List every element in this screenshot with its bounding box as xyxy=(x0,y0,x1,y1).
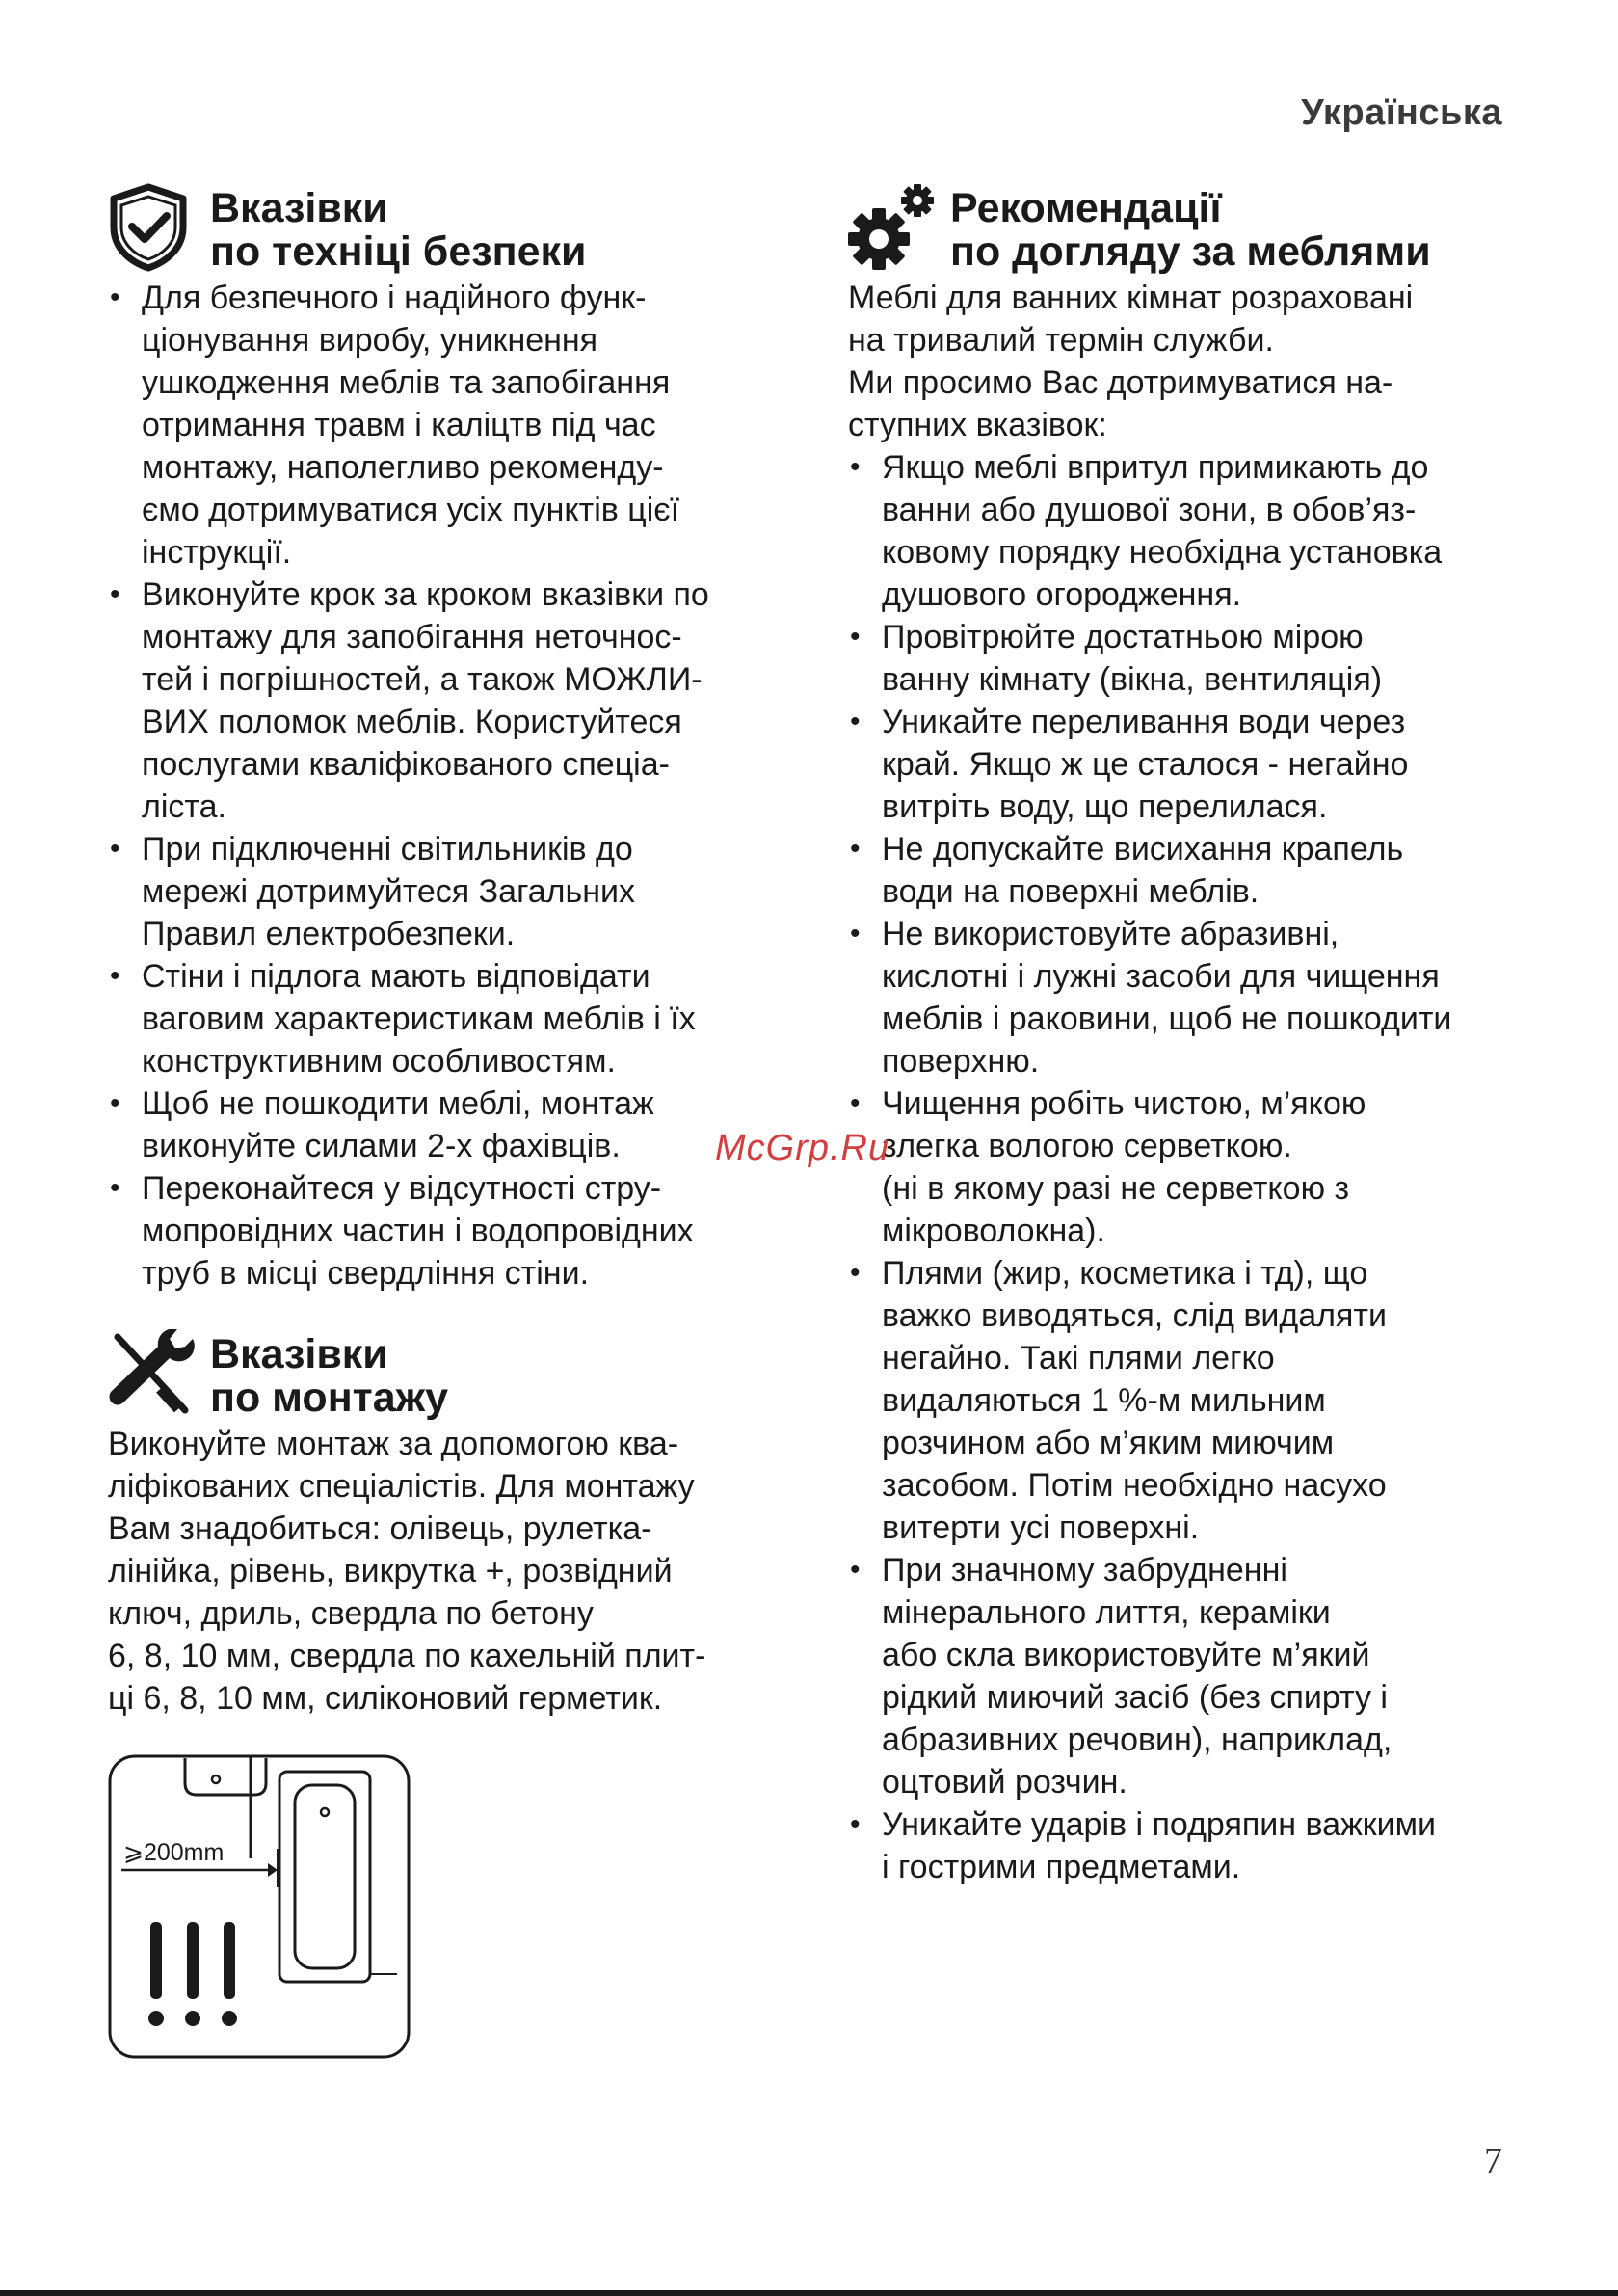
bottom-rule xyxy=(0,2290,1618,2296)
gears-icon xyxy=(848,183,941,277)
bath-distance-diagram xyxy=(108,1752,416,2065)
distance-label: ⩾200mm xyxy=(123,1839,225,1866)
list-item: • При значному забрудненні мінерального лиття, кераміки або скла використовуйте м’який рідкий миючий засіб (без спирту і абразивних речовин), наприклад, оцтовий розчин. xyxy=(848,1549,1523,1803)
list-item: • Не допускайте висихання крапель води на поверхні меблів. xyxy=(848,828,1523,913)
list-item: • Якщо меблі впритул примикають до ванни або душової зони, в обов’яз- ковому порядку необхідна установка душового огородження. xyxy=(848,446,1523,616)
page-number: 7 xyxy=(1484,2141,1502,2181)
shield-check-icon xyxy=(108,183,200,277)
left-column xyxy=(108,183,782,2065)
language-label: Українська xyxy=(1301,93,1502,133)
right-column xyxy=(848,183,1523,1888)
mounting-text: Виконуйте монтаж за допомогою ква- ліфікованих спеціалістів. Для монтажу Вам знадобиться: олівець, рулетка- лінійка, рівень, викрутка +, розвідний ключ, дриль, свердла по бетону 6, 8, 10 мм, свердла по кахельній плит- ці 6, 8, 10 мм, силіконовий герметик. xyxy=(108,1426,706,1717)
warning-marks: !!! xyxy=(108,1752,109,1753)
list-item: • Виконуйте крок за кроком вказівки по монтажу для запобігання неточнос- тей і погрішностей, а також МОЖЛИ- ВИХ поломок меблів. Користуйтеся послугами кваліфікованого спеціа- ліста. xyxy=(108,574,782,828)
list-item: • Уникайте переливання води через край. Якщо ж це сталося - негайно витріть воду, що перелилася. xyxy=(848,701,1523,828)
care-heading xyxy=(848,183,1523,277)
care-intro-1: Меблі для ванних кімнат розраховані на тривалий термін служби. xyxy=(848,280,1414,359)
safety-heading xyxy=(108,183,782,277)
list-item: • Плями (жир, косметика і тд), що важко виводяться, слід видаляти негайно. Такі плями легко видаляються 1 %-м мильним розчином або м’яким миючим засобом. Потім необхідно насухо витерти усі поверхні. xyxy=(848,1252,1523,1549)
list-item: • Чищення робіть чистою, м’якою злегка вологою серветкою. (ні в якому разі не серветкою з мікроволокна). xyxy=(848,1082,1523,1252)
watermark: McGrp.Ru xyxy=(715,1128,890,1168)
list-item: • Щоб не пошкодити меблі, монтаж виконуйте силами 2-х фахівців. xyxy=(108,1082,782,1167)
care-list xyxy=(848,446,1523,1888)
list-item: • При підключенні світильників до мережі дотримуйтеся Загальних Правил електробезпеки. xyxy=(108,828,782,955)
list-item: • Для безпечного і надійного функ- ціонування виробу, уникнення ушкодження меблів та запобігання отримання травм і каліцтв під час монтажу, наполегливо рекоменду- ємо дотримуватися усіх пунктів цієї інструкції. xyxy=(108,277,782,574)
list-item: • Не використовуйте абразивні, кислотні і лужні засоби для чищення меблів і раковини, щоб не пошкодити поверхню. xyxy=(848,913,1523,1082)
care-intro-2: Ми просимо Вас дотримуватися на- ступних вказівок: xyxy=(848,364,1393,443)
list-item: • Уникайте ударів і подряпин важкими і гострими предметами. xyxy=(848,1803,1523,1888)
safety-list xyxy=(108,277,782,1295)
list-item: • Стіни і підлога мають відповідати ваговим характеристикам меблів і їх конструктивним особливостям. xyxy=(108,955,782,1082)
safety-title: Вказівки по техніці безпеки xyxy=(210,185,587,275)
list-item: • Провітрюйте достатньою мірою ванну кімнату (вікна, вентиляція) xyxy=(848,616,1523,701)
tools-icon xyxy=(108,1329,200,1423)
mounting-title: Вказівки по монтажу xyxy=(210,1331,449,1421)
mounting-heading xyxy=(108,1329,782,1423)
care-title: Рекомендації по догляду за меблями xyxy=(950,185,1431,275)
list-item: • Переконайтеся у відсутності стру- мопровідних частин і водопровідних труб в місці свердління стіни. xyxy=(108,1167,782,1295)
